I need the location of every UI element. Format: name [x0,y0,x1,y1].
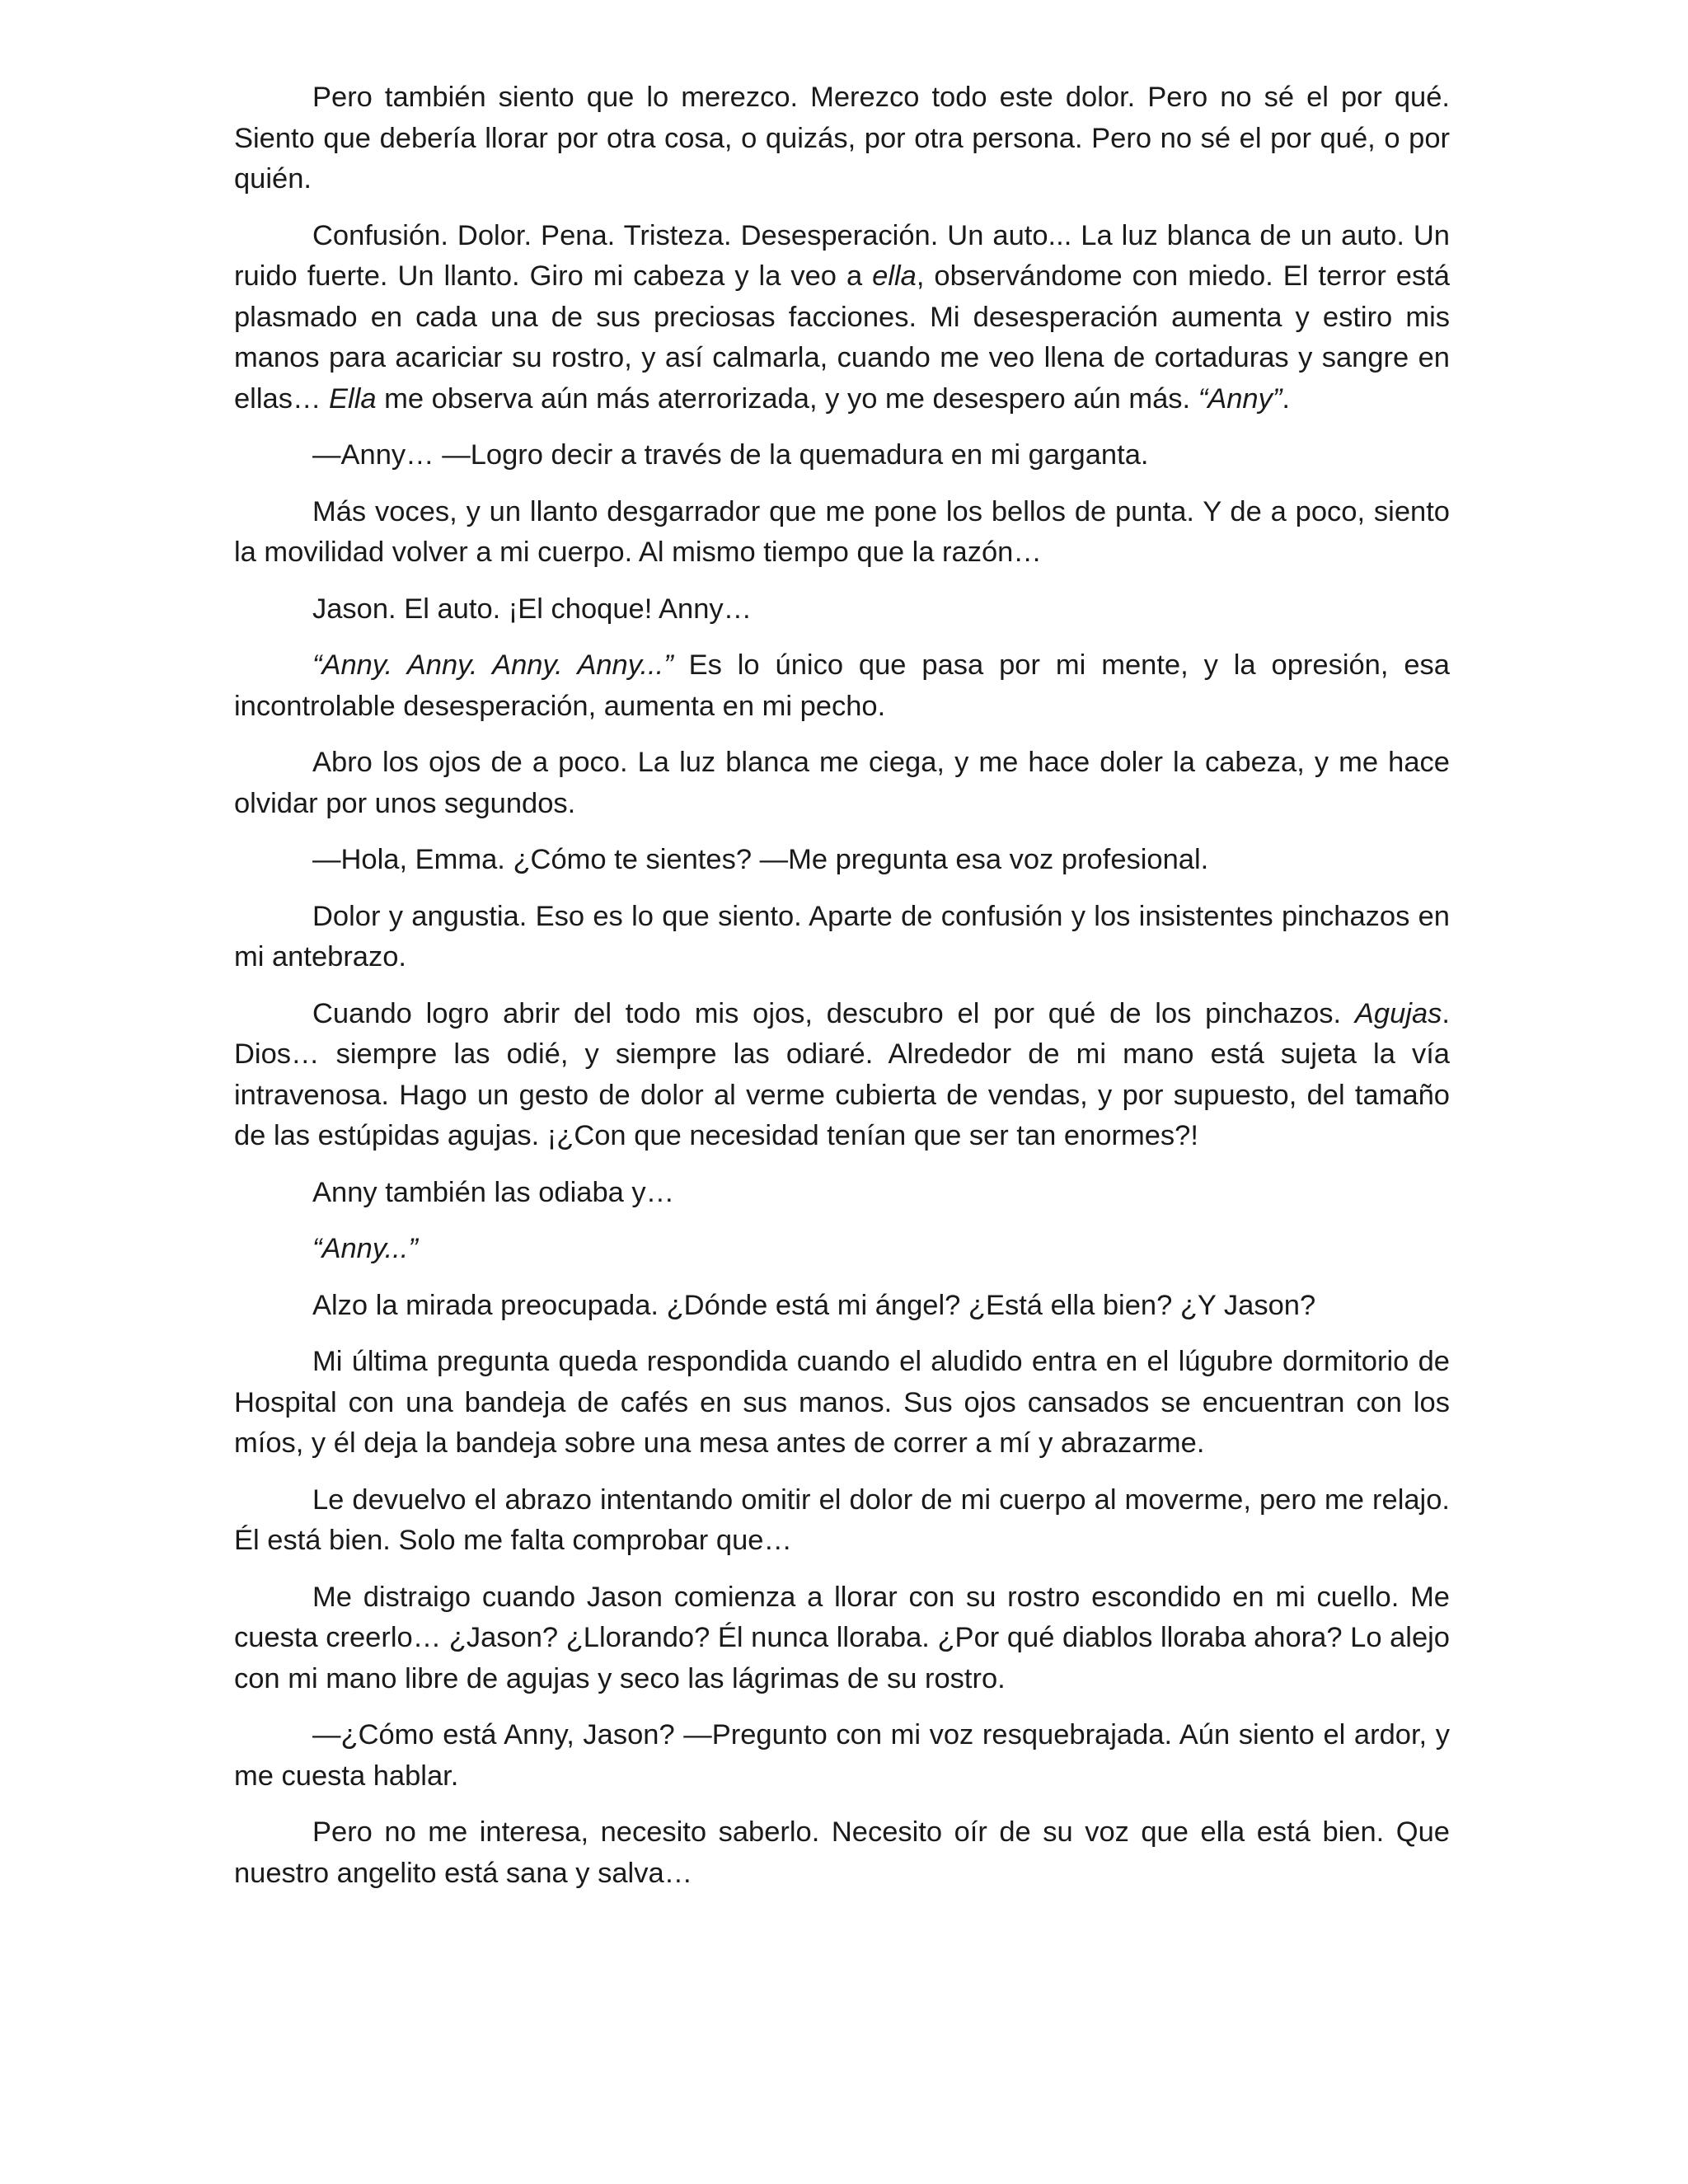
text-run: Dolor y angustia. Eso es lo que siento. Aparte de confusión y los insistentes pinchazos en mi antebrazo. [234,900,1450,972]
paragraph [234,1812,1450,1894]
text-run: Jason. El auto. ¡El choque! Anny… [312,593,753,625]
text-run: Alzo la mirada preocupada. ¿Dónde está mi ángel? ¿Está ella bien? ¿Y Jason? [312,1289,1316,1321]
paragraph [234,994,1450,1157]
paragraph [234,589,1450,630]
italic-text: Ella [329,382,377,415]
text-run: Pero no me interesa, necesito saberlo. Necesito oír de su voz que ella está bien. Que nuestro angelito está sana y salva… [234,1816,1450,1889]
text-run: Cuando logro abrir del todo mis ojos, descubro el por qué de los pinchazos. [312,997,1355,1029]
italic-text: “Anny...” [312,1233,418,1264]
text-run: —Anny… —Logro decir a través de la quemadura en mi garganta. [312,439,1149,471]
paragraph [234,645,1450,727]
text-run: Confusión. Dolor. Pena. Tristeza. Desesperación. Un auto... La luz blanca de un auto. Un ruido fuerte. Un llanto. Giro mi cabeza y la veo a [234,219,1450,292]
paragraph [234,77,1450,200]
text-run: Más voces, y un llanto desgarrador que me pone los bellos de punta. Y de a poco, siento la movilidad volver a mi cuerpo. Al mismo tiempo que la razón… [234,495,1450,568]
text-run: Pero también siento que lo merezco. Merezco todo este dolor. Pero no sé el por qué. Siento que debería llorar por otra cosa, o quizás, por otra persona. Pero no sé el por qué, o por quién. [234,82,1450,194]
paragraph [234,216,1450,420]
paragraph [234,1173,1450,1214]
italic-text: “Anny. Anny. Anny. Anny...” [312,649,673,681]
text-run: , observándome con miedo. El terror está plasmado en cada una de sus preciosas facciones. Mi desesperación aumenta y estiro mis manos para acariciar su rostro, y así calmarla, cuando me veo llena de cortaduras y sangre en ellas… [234,260,1450,415]
paragraph [234,1229,1450,1270]
text-run: . [1282,382,1290,415]
paragraph [234,1342,1450,1465]
paragraph [234,492,1450,574]
text-run: Es lo único que pasa por mi mente, y la opresión, esa incontrolable desesperación, aumenta en mi pecho. [234,649,1450,722]
text-run: Abro los ojos de a poco. La luz blanca me ciega, y me hace doler la cabeza, y me hace olvidar por unos segundos. [234,747,1450,819]
paragraph [234,840,1450,881]
paragraph [234,1715,1450,1797]
paragraph [234,435,1450,476]
text-run: Me distraigo cuando Jason comienza a llorar con su rostro escondido en mi cuello. Me cuesta creerlo… ¿Jason? ¿Llorando? Él nunca lloraba. ¿Por qué diablos lloraba ahora? Lo alejo con mi mano libre de agujas y seco las lágrimas de su rostro. [234,1581,1450,1694]
text-run: Le devuelvo el abrazo intentando omitir el dolor de mi cuerpo al moverme, pero me relajo. Él está bien. Solo me falta comprobar que… [234,1483,1450,1556]
italic-text: ella [872,260,917,292]
paragraph [234,1286,1450,1327]
italic-text: “Anny” [1198,382,1282,415]
text-run: me observa aún más aterrorizada, y yo me desespero aún más. [376,382,1198,415]
document-page [234,77,1450,1910]
paragraph [234,897,1450,978]
text-run: Anny también las odiaba y… [312,1176,675,1208]
paragraph [234,743,1450,824]
paragraph [234,1577,1450,1700]
paragraph [234,1480,1450,1562]
text-run: —¿Cómo está Anny, Jason? —Pregunto con mi voz resquebrajada. Aún siento el ardor, y me cuesta hablar. [234,1719,1450,1792]
text-run: . Dios… siempre las odié, y siempre las odiaré. Alrededor de mi mano está sujeta la vía intravenosa. Hago un gesto de dolor al verme cubierta de vendas, y por supuesto, del tamaño de las estúpidas agujas. ¡¿Con que necesidad tenían que ser tan enormes?! [234,997,1450,1151]
text-run: Mi última pregunta queda respondida cuando el aludido entra en el lúgubre dormitorio de Hospital con una bandeja de cafés en sus manos. Sus ojos cansados se encuentran con los míos, y él deja la bandeja sobre una mesa antes de correr a mí y abrazarme. [234,1346,1450,1459]
italic-text: Agujas [1354,997,1442,1029]
body-text [234,77,1450,1894]
text-run: —Hola, Emma. ¿Cómo te sientes? —Me pregunta esa voz profesional. [312,844,1209,875]
